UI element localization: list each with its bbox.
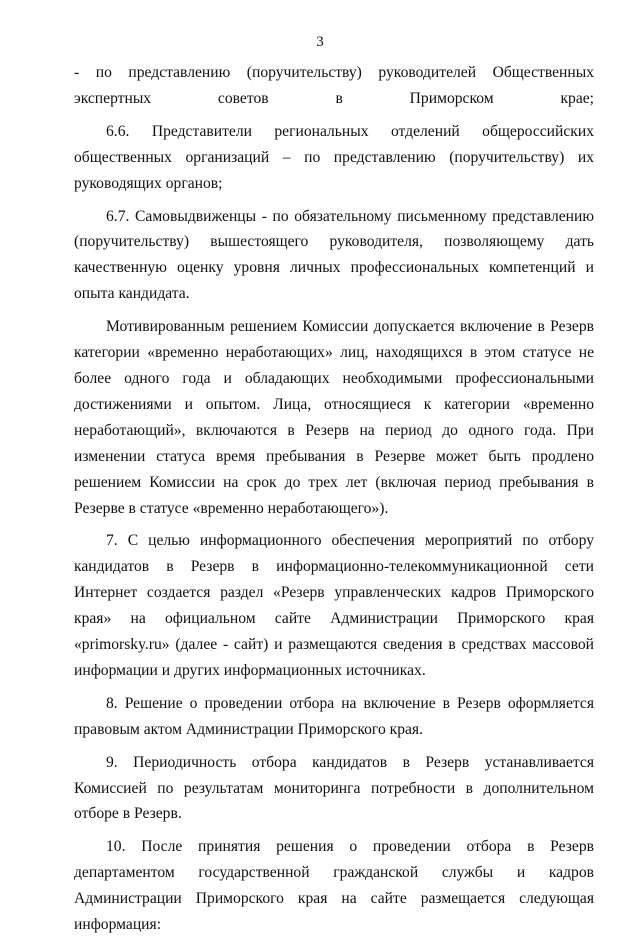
paragraph-unemployed-clause: Мотивированным решением Комиссии допускается включение в Резерв категории «временно неработающих» лиц, находящихся в этом статусе не более одного года и обладающих необходимыми профессиональными достижениями и опытом. Лица, относящиеся к категории «временно неработающий», включаются в Резерв на период до одного года. При изменении статуса время пребывания в Резерве может быть продлено решением Комиссии на срок до трех лет (включая период пребывания в Резерве в статусе «временно неработающего»). <box>74 318 594 517</box>
paragraph-item-6-5-continuation: - по представлению (поручительству) руководителей Общественных экспертных советов в Приморском крае; <box>74 64 594 107</box>
document-body <box>74 60 594 945</box>
paragraph-item-10: 10. После принятия решения о проведении отбора в Резерв департаментом государственной гражданской службы и кадров Администрации Приморского края на сайте размещается следующая информация: <box>74 838 594 934</box>
paragraph-item-7: 7. С целью информационного обеспечения мероприятий по отбору кандидатов в Резерв в информационно-телекоммуникационной сети Интернет создается раздел «Резерв управленческих кадров Приморского края» на официальном сайте Администрации Приморского края «primorsky.ru» (далее - сайт) и размещаются сведения в средствах массовой информации и других информационных источниках. <box>74 532 594 679</box>
paragraph-item-6-7: 6.7. Самовыдвиженцы - по обязательному письменному представлению (поручительству) вышестоящего руководителя, позволяющему дать качественную оценку уровня личных профессиональных компетенций и опыта кандидата. <box>74 207 594 303</box>
page-number: 3 <box>316 34 324 50</box>
paragraph-item-6-6: 6.6. Представители региональных отделений общероссийских общественных организаций – по представлению (поручительству) их руководящих органов; <box>74 122 594 192</box>
paragraph-item-9: 9. Периодичность отбора кандидатов в Резерв устанавливается Комиссией по результатам мониторинга потребности в дополнительном отборе в Резерв. <box>74 753 594 823</box>
paragraph-item-8: 8. Решение о проведении отбора на включение в Резерв оформляется правовым актом Администрации Приморского края. <box>74 694 594 738</box>
